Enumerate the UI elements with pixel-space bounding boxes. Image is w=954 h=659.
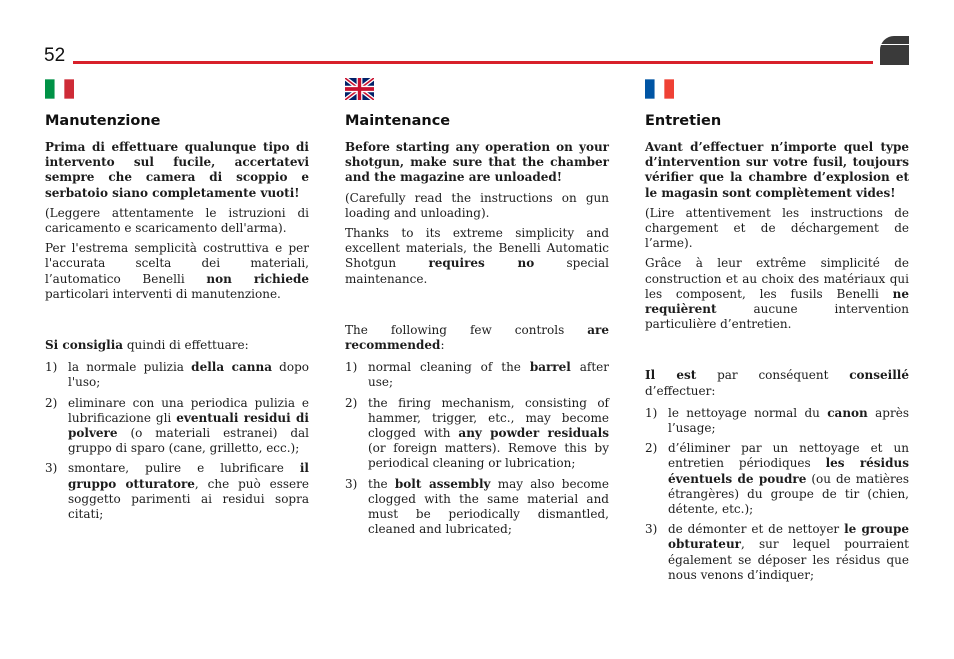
list-item: 1) normal cleaning of the barrel after use; [345, 360, 609, 390]
recommendation-lead: Si consiglia quindi di effettuare: [45, 338, 249, 353]
maintenance-list [645, 406, 909, 583]
safety-warning: Before starting any operation on your shotgun, make sure that the chamber and the magazine are unloaded! [345, 140, 609, 185]
list-item: 2) the firing mechanism, consisting of hammer, trigger, etc., may become clogged with any powder residuals (or foreign matters). Remove this by periodical cleaning or lubrication; [345, 395, 609, 471]
list-item: 3) the bolt assembly may also become clogged with the same material and must be periodically dismantled, cleaned and lubricated; [345, 476, 610, 537]
section-title: Maintenance [345, 113, 451, 129]
maintenance-paragraph: Grâce à leur extrême simplicité de construction et au choix des matériaux qui les composent, les fusils Benelli ne requièrent aucune intervention particulière d’entretien. [645, 256, 909, 332]
list-item: 3) smontare, pulire e lubrificare il gruppo otturatore, che può essere soggetto parimenti ai residui sopra citati; [45, 461, 309, 522]
header-rule [73, 61, 873, 64]
column-italian [45, 78, 309, 527]
section-title: Manutenzione [45, 113, 161, 129]
column-french [645, 78, 909, 588]
list-item: 1) la normale pulizia della canna dopo l'uso; [45, 360, 309, 390]
safety-note: (Lire attentivement les instructions de chargement et de déchargement de l’arme). [645, 205, 909, 251]
list-item: 2) d’éliminer par un nettoyage et un entretien périodiques les résidus éventuels de poudre (ou de matières étrangères) du groupe de tir (chien, détente, etc.); [645, 441, 909, 517]
section-title: Entretien [645, 113, 722, 129]
safety-warning: Prima di effettuare qualunque tipo di intervento sul fucile, accertatevi sempre che camera di scoppio e serbatoio siano completamente vuoti! [45, 140, 309, 200]
maintenance-list [345, 360, 609, 537]
maintenance-paragraph: Thanks to its extreme simplicity and excellent materials, the Benelli Automatic Shotgun requires no special maintenance. [345, 226, 610, 286]
list-item: 3) de démonter et de nettoyer le groupe obturateur, sur lequel pourraient également se déposer les résidus que nous venons d’indiquer; [645, 522, 909, 582]
chapter-tab [880, 36, 909, 65]
french-flag-icon [645, 78, 674, 100]
maintenance-list [45, 360, 309, 522]
recommendation-lead: Il est par conséquent conseillé d’effectuer: [645, 368, 909, 398]
recommendation-lead: The following few controls are recommended: [345, 322, 609, 353]
safety-warning: Avant d’effectuer n’importe quel type d’intervention sur votre fusil, toujours vérifier que la chambre d’explosion et le magasin sont complètement vides! [645, 140, 909, 200]
safety-note: (Leggere attentamente le istruzioni di caricamento e scaricamento dell'arma). [45, 205, 309, 236]
italian-flag-icon [45, 78, 74, 100]
list-item: 2) eliminare con una periodica pulizia e lubrificazione gli eventuali residui di polvere (o materiali estranei) dal gruppo di sparo (cane, grilletto, ecc.); [45, 395, 309, 456]
column-english [345, 78, 609, 542]
uk-flag-icon [345, 78, 374, 100]
safety-note: (Carefully read the instructions on gun loading and unloading). [345, 190, 609, 220]
maintenance-paragraph: Per l'estrema semplicità costruttiva e per l'accurata scelta dei materiali, l’automatico Benelli non richiede particolari interventi di manutenzione. [45, 241, 309, 301]
page-number: 52 [44, 45, 66, 66]
list-item: 1) le nettoyage normal du canon après l’usage; [645, 405, 909, 436]
